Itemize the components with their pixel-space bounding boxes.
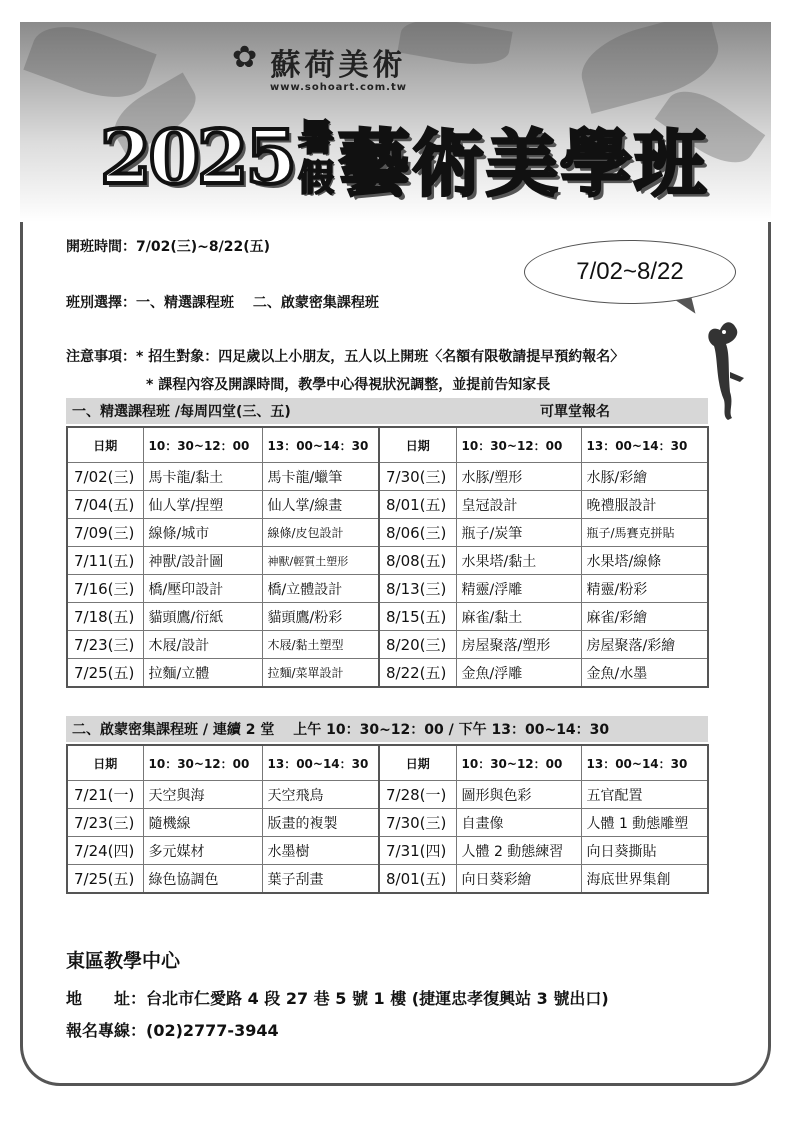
table-cell: 8/20(三) [379, 631, 456, 659]
table-cell: 向日葵撕貼 [581, 837, 708, 865]
table-cell: 7/28(一) [379, 781, 456, 809]
table-cell: 瓶子/炭筆 [456, 519, 581, 547]
table-cell: 貓頭鷹/衍紙 [143, 603, 262, 631]
table-cell: 8/06(三) [379, 519, 456, 547]
table-cell: 7/02(三) [67, 463, 143, 491]
table-cell: 天空與海 [143, 781, 262, 809]
table-cell: 馬卡龍/黏土 [143, 463, 262, 491]
table-cell: 8/01(五) [379, 865, 456, 894]
table-cell: 7/16(三) [67, 575, 143, 603]
table-cell: 葉子刮畫 [262, 865, 379, 894]
table-cell: 人體 1 動態雕塑 [581, 809, 708, 837]
table-cell: 仙人掌/線畫 [262, 491, 379, 519]
section1-title: 一、精選課程班 /每周四堂(三、五) [72, 404, 291, 420]
table-cell: 房屋聚落/彩繪 [581, 631, 708, 659]
table-cell: 精靈/粉彩 [581, 575, 708, 603]
table-row [67, 491, 708, 519]
section2-title: 二、啟蒙密集課程班 / 連續 2 堂 上午 10：30~12：00 / 下午 13：00~14：30 [72, 722, 610, 738]
section2-table [66, 744, 709, 894]
table-row [67, 575, 708, 603]
table-cell: 五官配置 [581, 781, 708, 809]
table-cell: 7/09(三) [67, 519, 143, 547]
table-cell: 7/11(五) [67, 547, 143, 575]
logo-url: www.sohoart.com.tw [270, 82, 407, 93]
title-season-top: 暑 [297, 117, 334, 159]
header-morning: 10：30~12：00 [143, 427, 262, 463]
table-cell: 水果塔/黏土 [456, 547, 581, 575]
logo [232, 40, 407, 93]
table-row [67, 631, 708, 659]
notice-line-2: * 課程內容及開課時間，教學中心得視狀況調整，並提前告知家長 [146, 377, 551, 393]
table-cell: 線條/皮包設計 [262, 519, 379, 547]
table-cell: 馬卡龍/蠟筆 [262, 463, 379, 491]
table-row [67, 837, 708, 865]
table-cell: 瓶子/馬賽克拼貼 [581, 519, 708, 547]
address: 地 址：台北市仁愛路 4 段 27 巷 5 號 1 樓 (捷運忠孝復興站 3 號出口) [66, 989, 609, 1008]
table-cell: 水果塔/線條 [581, 547, 708, 575]
class-period: 開班時間：7/02(三)~8/22(五) [66, 239, 270, 255]
table-cell: 7/30(三) [379, 463, 456, 491]
logo-text: 蘇荷美術 [270, 48, 407, 83]
table-cell: 晚禮服設計 [581, 491, 708, 519]
table-cell: 7/31(四) [379, 837, 456, 865]
table-cell: 金魚/水墨 [581, 659, 708, 688]
table-cell: 金魚/浮雕 [456, 659, 581, 688]
table-row [67, 547, 708, 575]
section1-table [66, 426, 709, 688]
table-cell: 神獸/設計圖 [143, 547, 262, 575]
center-name: 東區教學中心 [66, 950, 181, 972]
table-row [67, 781, 708, 809]
table-cell: 8/15(五) [379, 603, 456, 631]
header-date: 日期 [379, 745, 456, 781]
logo-brush-icon: ✿ [232, 40, 258, 75]
table-row [67, 659, 708, 688]
header-date: 日期 [67, 745, 143, 781]
table-cell: 8/22(五) [379, 659, 456, 688]
header-date: 日期 [379, 427, 456, 463]
table-cell: 海底世界集創 [581, 865, 708, 894]
table-row [67, 865, 708, 894]
header-morning: 10：30~12：00 [143, 745, 262, 781]
table-cell: 水墨樹 [262, 837, 379, 865]
title-year: 2025 [100, 115, 294, 201]
table-cell: 水豚/彩繪 [581, 463, 708, 491]
header-afternoon: 13：00~14：30 [581, 427, 708, 463]
title-main: 藝術美學班 [337, 121, 708, 206]
class-options: 班別選擇：一、精選課程班 二、啟蒙密集課程班 [66, 295, 379, 311]
header-afternoon: 13：00~14：30 [581, 745, 708, 781]
table-cell: 7/25(五) [67, 659, 143, 688]
table-cell: 橋/壓印設計 [143, 575, 262, 603]
table-row [67, 603, 708, 631]
table-cell: 麻雀/黏土 [456, 603, 581, 631]
table-cell: 木屐/設計 [143, 631, 262, 659]
table-cell: 天空飛鳥 [262, 781, 379, 809]
table-cell: 7/23(三) [67, 809, 143, 837]
table-cell: 7/21(一) [67, 781, 143, 809]
table-cell: 8/08(五) [379, 547, 456, 575]
section2-header [66, 716, 708, 742]
table-cell: 皇冠設計 [456, 491, 581, 519]
phone: 報名專線：(02)2777-3944 [66, 1021, 279, 1040]
table-cell: 7/25(五) [67, 865, 143, 894]
date-bubble: 7/02~8/22 [524, 240, 736, 304]
table-cell: 8/13(三) [379, 575, 456, 603]
table-cell: 多元媒材 [143, 837, 262, 865]
table-cell: 版畫的複製 [262, 809, 379, 837]
table-cell: 麻雀/彩繪 [581, 603, 708, 631]
table-cell: 8/01(五) [379, 491, 456, 519]
table-cell: 7/23(三) [67, 631, 143, 659]
header-afternoon: 13：00~14：30 [262, 427, 379, 463]
table-header-row [67, 427, 708, 463]
table-cell: 精靈/浮雕 [456, 575, 581, 603]
table-cell: 綠色協調色 [143, 865, 262, 894]
table-cell: 神獸/輕質土塑形 [262, 547, 379, 575]
table-cell: 拉麵/立體 [143, 659, 262, 688]
header-afternoon: 13：00~14：30 [262, 745, 379, 781]
table-row [67, 463, 708, 491]
table-cell: 仙人掌/捏塑 [143, 491, 262, 519]
table-cell: 7/24(四) [67, 837, 143, 865]
table-cell: 隨機線 [143, 809, 262, 837]
header-morning: 10：30~12：00 [456, 745, 581, 781]
table-cell: 圖形與色彩 [456, 781, 581, 809]
table-cell: 水豚/塑形 [456, 463, 581, 491]
table-cell: 拉麵/菜單設計 [262, 659, 379, 688]
title-season [298, 118, 334, 198]
table-cell: 7/30(三) [379, 809, 456, 837]
table-header-row [67, 745, 708, 781]
title-season-bottom: 假 [297, 157, 334, 199]
notice-line-1: 注意事項：* 招生對象：四足歲以上小朋友，五人以上開班〈名額有限敬請提早預約報名〉 [66, 349, 625, 365]
table-cell: 自畫像 [456, 809, 581, 837]
table-cell: 向日葵彩繪 [456, 865, 581, 894]
table-cell: 人體 2 動態練習 [456, 837, 581, 865]
table-cell: 線條/城市 [143, 519, 262, 547]
section1-note: 可單堂報名 [540, 404, 610, 420]
page-title [100, 108, 708, 208]
header-date: 日期 [67, 427, 143, 463]
table-cell: 橋/立體設計 [262, 575, 379, 603]
table-cell: 7/04(五) [67, 491, 143, 519]
table-cell: 貓頭鷹/粉彩 [262, 603, 379, 631]
table-cell: 7/18(五) [67, 603, 143, 631]
header-morning: 10：30~12：00 [456, 427, 581, 463]
section1-header [66, 398, 708, 424]
table-row [67, 809, 708, 837]
table-row [67, 519, 708, 547]
table-cell: 木屐/黏土塑型 [262, 631, 379, 659]
table-cell: 房屋聚落/塑形 [456, 631, 581, 659]
